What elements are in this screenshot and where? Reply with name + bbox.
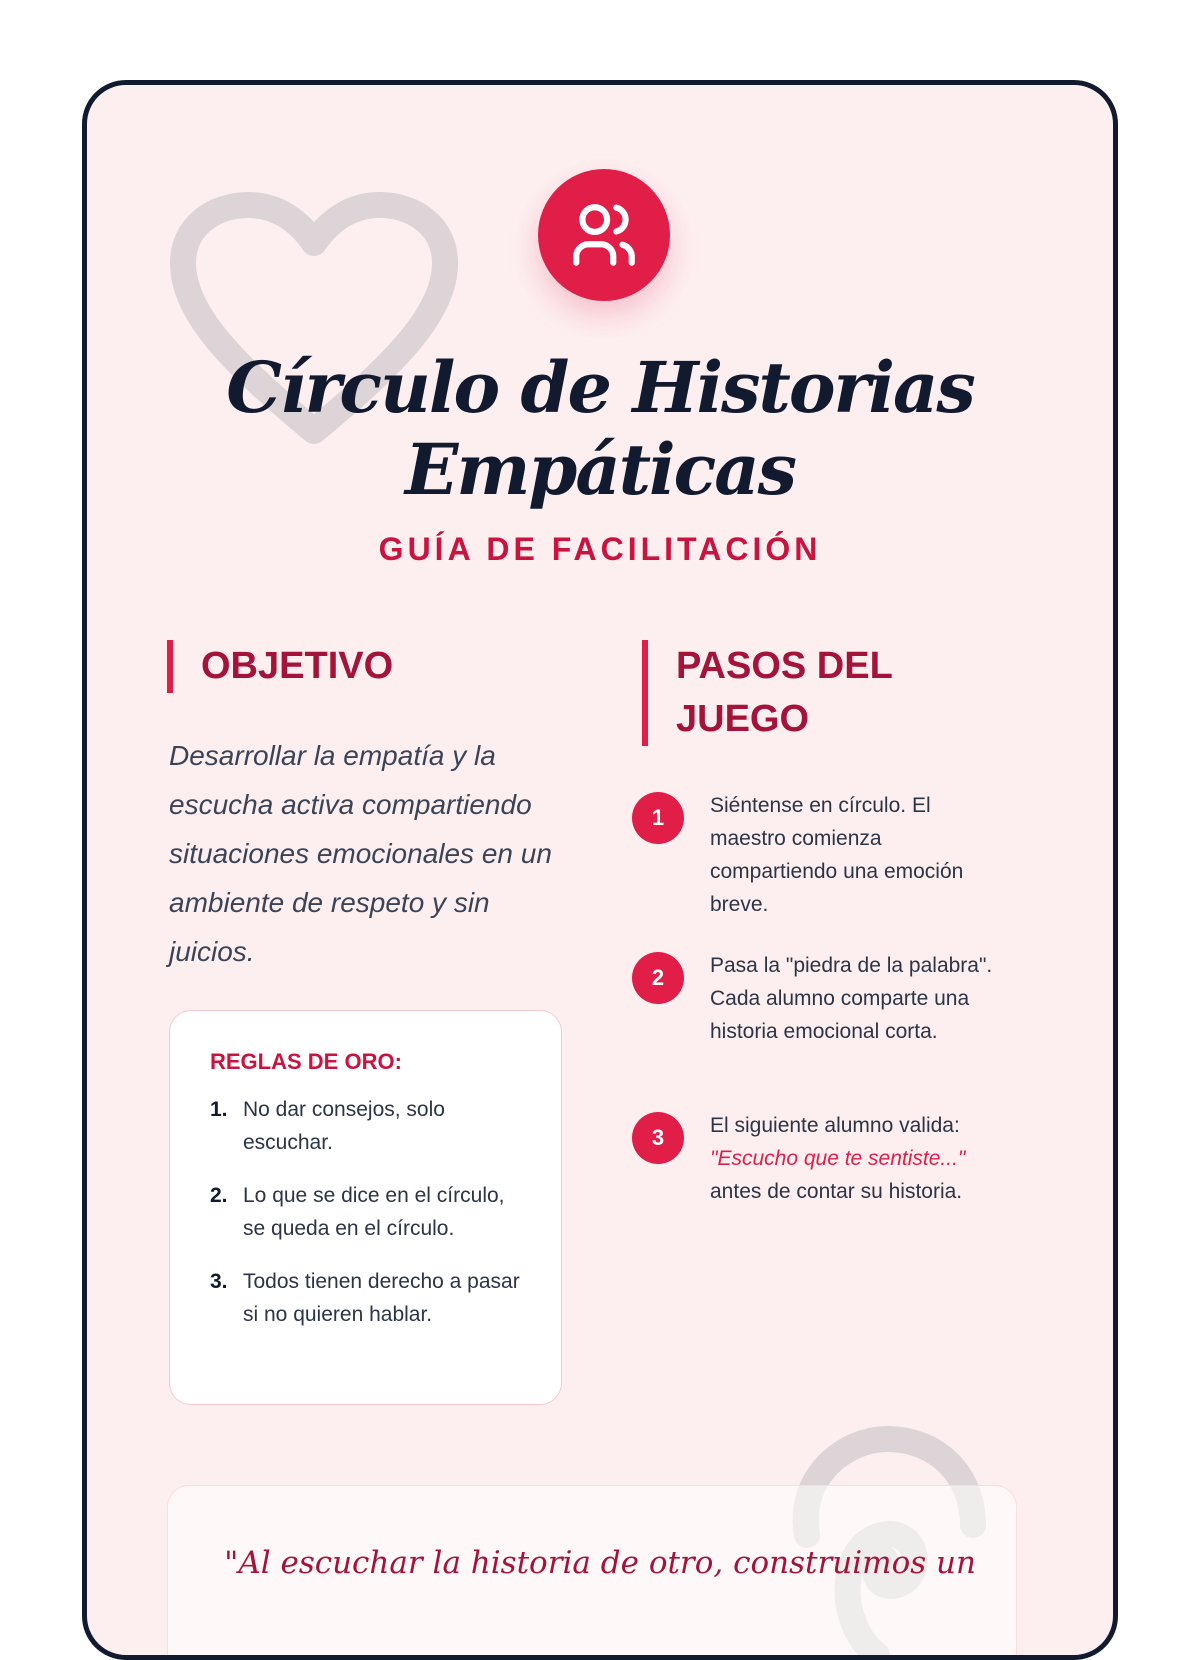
objetivo-text: Desarrollar la empatía y la escucha activa compartiendo situaciones emocionales en un ambiente de respeto y sin juicios. [169, 740, 552, 967]
step-number: 1 [632, 792, 684, 844]
rule-item [210, 1179, 531, 1245]
step-text-before: El siguiente alumno valida: [710, 1114, 960, 1137]
step-item [632, 1109, 1032, 1208]
rule-number: 1. [210, 1098, 228, 1121]
guide-card [82, 80, 1118, 1660]
rule-text: Todos tienen derecho a pasar si no quieren hablar. [243, 1270, 520, 1326]
objetivo-heading: OBJETIVO [167, 640, 561, 693]
step-number: 3 [632, 1112, 684, 1164]
step-text: Pasa la "piedra de la palabra". Cada alumno comparte una historia emocional corta. [710, 954, 993, 1043]
step-text-after: antes de contar su historia. [710, 1180, 963, 1203]
rule-text: No dar consejos, solo escuchar. [243, 1098, 445, 1154]
rule-number: 3. [210, 1270, 228, 1293]
header-badge [538, 169, 670, 301]
rule-item [210, 1093, 531, 1159]
page-subtitle: GUÍA DE FACILITACIÓN [378, 531, 822, 567]
step-quote: "Escucho que te sentiste..." [710, 1147, 966, 1170]
pasos-heading-line-1: PASOS DEL [676, 645, 893, 687]
rule-text: Lo que se dice en el círculo, se queda en el círculo. [243, 1184, 505, 1240]
rules-title: REGLAS DE ORO: [210, 1049, 402, 1074]
pasos-heading [642, 640, 976, 746]
pasos-heading-line-2: JUEGO [676, 698, 810, 740]
title-line-1: Círculo de Historias [226, 346, 974, 429]
page-title [87, 347, 1113, 511]
rule-number: 2. [210, 1184, 228, 1207]
step-item [632, 789, 1032, 921]
step-text: Siéntense en círculo. El maestro comienza compartiendo una emoción breve. [710, 794, 964, 916]
rule-item [210, 1265, 531, 1331]
quote-text: "Al escuchar la historia de otro, construimos un [224, 1545, 976, 1581]
step-item [632, 949, 1032, 1048]
step-number: 2 [632, 952, 684, 1004]
step-text [710, 1109, 1010, 1208]
users-icon [567, 198, 641, 272]
title-line-2: Empáticas [404, 428, 796, 511]
rules-box [169, 1010, 562, 1405]
